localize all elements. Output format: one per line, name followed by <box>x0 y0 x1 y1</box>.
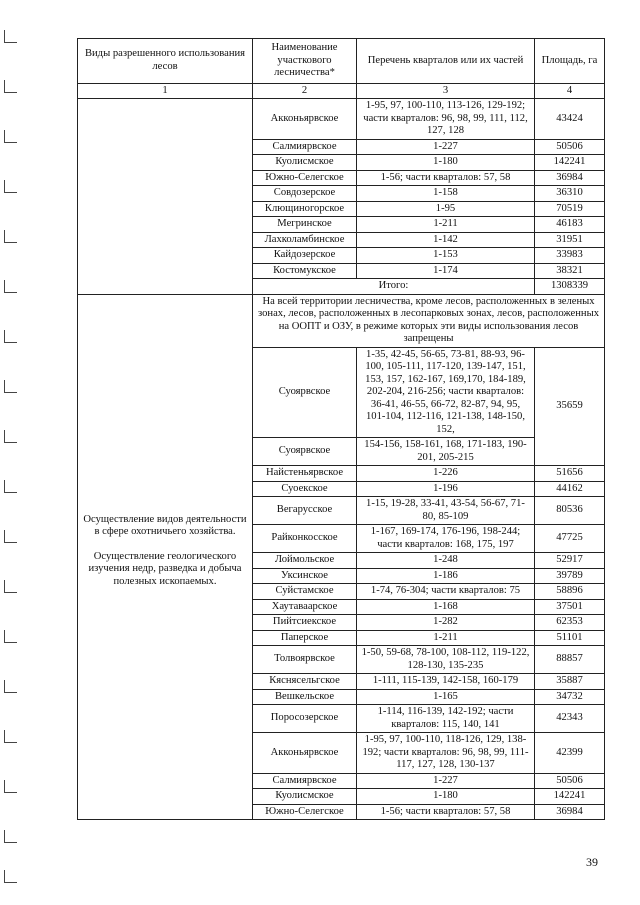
area-cell: 47725 <box>535 525 605 553</box>
area-cell: 80536 <box>535 497 605 525</box>
area-cell: 33983 <box>535 248 605 264</box>
area-cell: 36984 <box>535 804 605 820</box>
header-use-type: Виды разрешенного использования лесов <box>78 39 253 84</box>
forestry-cell: Костомукское <box>253 263 357 279</box>
quarters-cell: 1-186 <box>357 568 535 584</box>
quarters-cell: 1-174 <box>357 263 535 279</box>
forestry-cell: Лахколамбинское <box>253 232 357 248</box>
column-number: 2 <box>253 83 357 99</box>
table-row <box>78 99 605 140</box>
area-cell: 35887 <box>535 674 605 690</box>
quarters-cell: 1-226 <box>357 466 535 482</box>
forestry-cell: Южно-Селегское <box>253 170 357 186</box>
quarters-cell: 1-211 <box>357 217 535 233</box>
area-cell: 50506 <box>535 773 605 789</box>
forestry-cell: Совдозерское <box>253 186 357 202</box>
column-number: 1 <box>78 83 253 99</box>
quarters-cell: 1-180 <box>357 789 535 805</box>
page-number: 39 <box>586 855 598 869</box>
forestry-cell: Салмиярвское <box>253 773 357 789</box>
area-cell: 62353 <box>535 615 605 631</box>
forestry-cell: Суоярвское <box>253 438 357 466</box>
forestry-cell: Пийтсиекское <box>253 615 357 631</box>
area-cell: 31951 <box>535 232 605 248</box>
area-cell: 42343 <box>535 705 605 733</box>
forestry-cell: Мегринское <box>253 217 357 233</box>
area-cell: 36984 <box>535 170 605 186</box>
column-number-row <box>78 83 605 99</box>
header-quarters-list: Перечень кварталов или их частей <box>357 39 535 84</box>
forestry-cell: Южно-Селегское <box>253 804 357 820</box>
area-cell: 36310 <box>535 186 605 202</box>
quarters-cell: 1-282 <box>357 615 535 631</box>
quarters-cell: 1-167, 169-174, 176-196, 198-244; части кварталов: 168, 175, 197 <box>357 525 535 553</box>
area-cell: 50506 <box>535 139 605 155</box>
forestry-cell: Лоймольское <box>253 553 357 569</box>
quarters-cell: 154-156, 158-161, 168, 171-183, 190-201, 205-215 <box>357 438 535 466</box>
area-cell: 37501 <box>535 599 605 615</box>
area-cell: 51101 <box>535 630 605 646</box>
total-value: 1308339 <box>535 279 605 295</box>
forestry-cell: Хаутаваарское <box>253 599 357 615</box>
area-cell: 44162 <box>535 481 605 497</box>
quarters-cell: 1-227 <box>357 773 535 789</box>
quarters-cell: 1-56; части кварталов: 57, 58 <box>357 804 535 820</box>
quarters-cell: 1-180 <box>357 155 535 171</box>
area-cell: 34732 <box>535 689 605 705</box>
binding-margin-marks <box>0 0 30 905</box>
table-header-row <box>78 39 605 84</box>
quarters-cell: 1-196 <box>357 481 535 497</box>
forestry-cell: Суоекское <box>253 481 357 497</box>
forestry-cell: Куолисмское <box>253 789 357 805</box>
quarters-cell: 1-95 <box>357 201 535 217</box>
territory-note: На всей территории лесничества, кроме лесов, расположенных в зеленых зонах, лесов, расположенных в лесопарковых зонах, лесов, расположенных на ООПТ и ОЗУ, в режиме которых эти виды использования лесов запрещены <box>253 294 605 347</box>
quarters-cell: 1-211 <box>357 630 535 646</box>
column-number: 3 <box>357 83 535 99</box>
forestry-cell: Паперское <box>253 630 357 646</box>
quarters-cell: 1-142 <box>357 232 535 248</box>
use-type-cell <box>78 294 253 820</box>
use-type-hunting: Осуществление видов деятельности в сфере охотничьего хозяйства. <box>83 513 247 537</box>
use-type-cell-empty <box>78 99 253 295</box>
forestry-cell: Салмиярвское <box>253 139 357 155</box>
quarters-cell: 1-74, 76-304; части кварталов: 75 <box>357 584 535 600</box>
area-cell: 42399 <box>535 733 605 774</box>
forestry-cell: Уксинское <box>253 568 357 584</box>
forest-use-table <box>77 38 605 820</box>
quarters-cell: 1-165 <box>357 689 535 705</box>
quarters-cell: 1-56; части кварталов: 57, 58 <box>357 170 535 186</box>
area-cell: 58896 <box>535 584 605 600</box>
forestry-cell: Толвоярвское <box>253 646 357 674</box>
quarters-cell: 1-168 <box>357 599 535 615</box>
area-cell: 43424 <box>535 99 605 140</box>
forestry-cell: Суоярвское <box>253 347 357 438</box>
quarters-cell: 1-248 <box>357 553 535 569</box>
total-label: Итого: <box>253 279 535 295</box>
quarters-cell: 1-35, 42-45, 56-65, 73-81, 88-93, 96-100, 105-111, 117-120, 139-147, 151, 153, 157, 162-167, 169,170, 184-189, 202-204, 216-256; части кварталов: 36-41, 46-55, 66-72, 82-87, 94, 95, 101-104, 112-116, 121-138, 148-150, 152, <box>357 347 535 438</box>
quarters-cell: 1-153 <box>357 248 535 264</box>
area-cell: 142241 <box>535 789 605 805</box>
forestry-cell: Акконьярвское <box>253 99 357 140</box>
area-cell: 39789 <box>535 568 605 584</box>
forestry-cell: Клющиногорское <box>253 201 357 217</box>
quarters-cell: 1-95, 97, 100-110, 113-126, 129-192; части кварталов: 96, 98, 99, 111, 112, 127, 128 <box>357 99 535 140</box>
forestry-cell: Райконкосское <box>253 525 357 553</box>
group2-body <box>78 294 605 820</box>
area-cell: 52917 <box>535 553 605 569</box>
quarters-cell: 1-95, 97, 100-110, 118-126, 129, 138-192; части кварталов: 96, 98, 99, 111-117, 127, 128, 130-137 <box>357 733 535 774</box>
quarters-cell: 1-15, 19-28, 33-41, 43-54, 56-67, 71-80, 85-109 <box>357 497 535 525</box>
quarters-cell: 1-158 <box>357 186 535 202</box>
group1-body <box>78 99 605 295</box>
use-type-geology: Осуществление геологического изучения недр, разведка и добыча полезных ископаемых. <box>88 550 242 587</box>
forestry-cell: Кайдозерское <box>253 248 357 264</box>
area-cell: 51656 <box>535 466 605 482</box>
header-area: Площадь, га <box>535 39 605 84</box>
quarters-cell: 1-227 <box>357 139 535 155</box>
area-cell: 142241 <box>535 155 605 171</box>
quarters-cell: 1-111, 115-139, 142-158, 160-179 <box>357 674 535 690</box>
forestry-cell: Поросозерское <box>253 705 357 733</box>
quarters-cell: 1-114, 116-139, 142-192; части кварталов: 115, 140, 141 <box>357 705 535 733</box>
area-cell: 35659 <box>535 347 605 466</box>
column-number: 4 <box>535 83 605 99</box>
quarters-cell: 1-50, 59-68, 78-100, 108-112, 119-122, 128-130, 135-235 <box>357 646 535 674</box>
header-forestry-name: Наименование участкового лесничества* <box>253 39 357 84</box>
forestry-cell: Кяснясельгское <box>253 674 357 690</box>
area-cell: 70519 <box>535 201 605 217</box>
area-cell: 38321 <box>535 263 605 279</box>
forestry-cell: Найстеньярвское <box>253 466 357 482</box>
forestry-cell: Акконьярвское <box>253 733 357 774</box>
table-row <box>78 294 605 347</box>
forestry-cell: Вешкельское <box>253 689 357 705</box>
area-cell: 46183 <box>535 217 605 233</box>
forestry-cell: Суйстамское <box>253 584 357 600</box>
forestry-cell: Куолисмское <box>253 155 357 171</box>
area-cell: 88857 <box>535 646 605 674</box>
forestry-cell: Вегарусское <box>253 497 357 525</box>
